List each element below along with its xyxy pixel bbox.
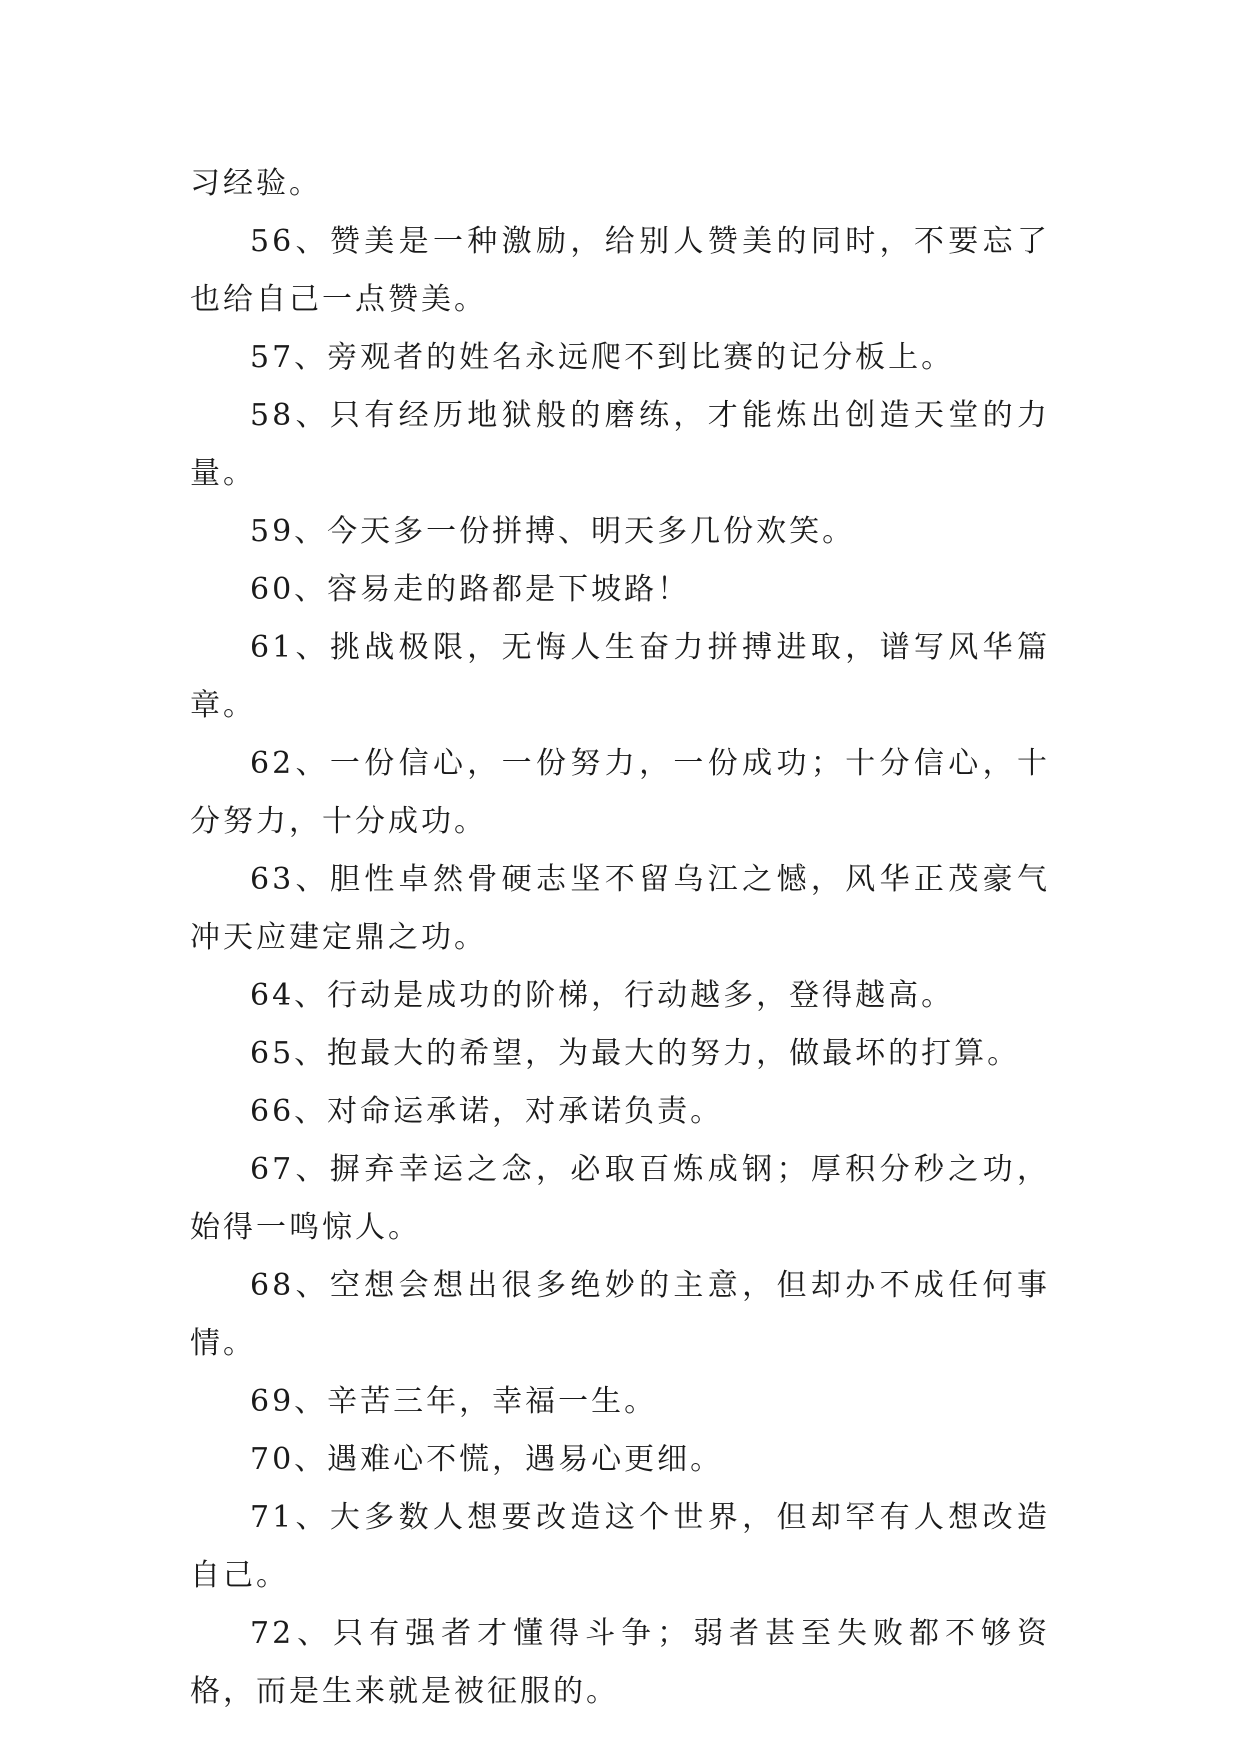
quote-64: 64、行动是成功的阶梯，行动越多，登得越高。 (250, 978, 955, 1013)
quote-66: 66、对命运承诺，对承诺负责。 (250, 1094, 724, 1129)
quote-68: 68、空想会想出很多绝妙的主意，但却办不成任何事情。 (190, 1268, 1050, 1361)
quote-60: 60、容易走的路都是下坡路！ (250, 572, 691, 607)
quote-72: 72、只有强者才懂得斗争；弱者甚至失败都不够资格，而是生来就是被征服的。 (190, 1616, 1050, 1709)
quote-62: 62、一份信心，一份努力，一份成功；十分信心，十分努力，十分成功。 (190, 746, 1050, 839)
quote-58: 58、只有经历地狱般的磨练，才能炼出创造天堂的力量。 (190, 398, 1050, 491)
quote-59: 59、今天多一份拼搏、明天多几份欢笑。 (250, 514, 856, 549)
quote-71: 71、大多数人想要改造这个世界，但却罕有人想改造自己。 (190, 1500, 1050, 1593)
document-body (190, 155, 1050, 1721)
quote-70: 70、遇难心不慌，遇易心更细。 (250, 1442, 724, 1477)
quote-56: 56、赞美是一种激励，给别人赞美的同时，不要忘了也给自己一点赞美。 (190, 224, 1050, 317)
quote-67: 67、摒弃幸运之念，必取百炼成钢；厚积分秒之功，始得一鸣惊人。 (190, 1152, 1050, 1245)
paragraph-continuation: 习经验。 (190, 166, 322, 201)
quote-63: 63、胆性卓然骨硬志坚不留乌江之憾，风华正茂豪气冲天应建定鼎之功。 (190, 862, 1050, 955)
quote-57: 57、旁观者的姓名永远爬不到比赛的记分板上。 (250, 340, 955, 375)
quote-65: 65、抱最大的希望，为最大的努力，做最坏的打算。 (250, 1036, 1021, 1071)
quote-61: 61、挑战极限，无悔人生奋力拼搏进取，谱写风华篇章。 (190, 630, 1050, 723)
quote-69: 69、辛苦三年，幸福一生。 (250, 1384, 658, 1419)
